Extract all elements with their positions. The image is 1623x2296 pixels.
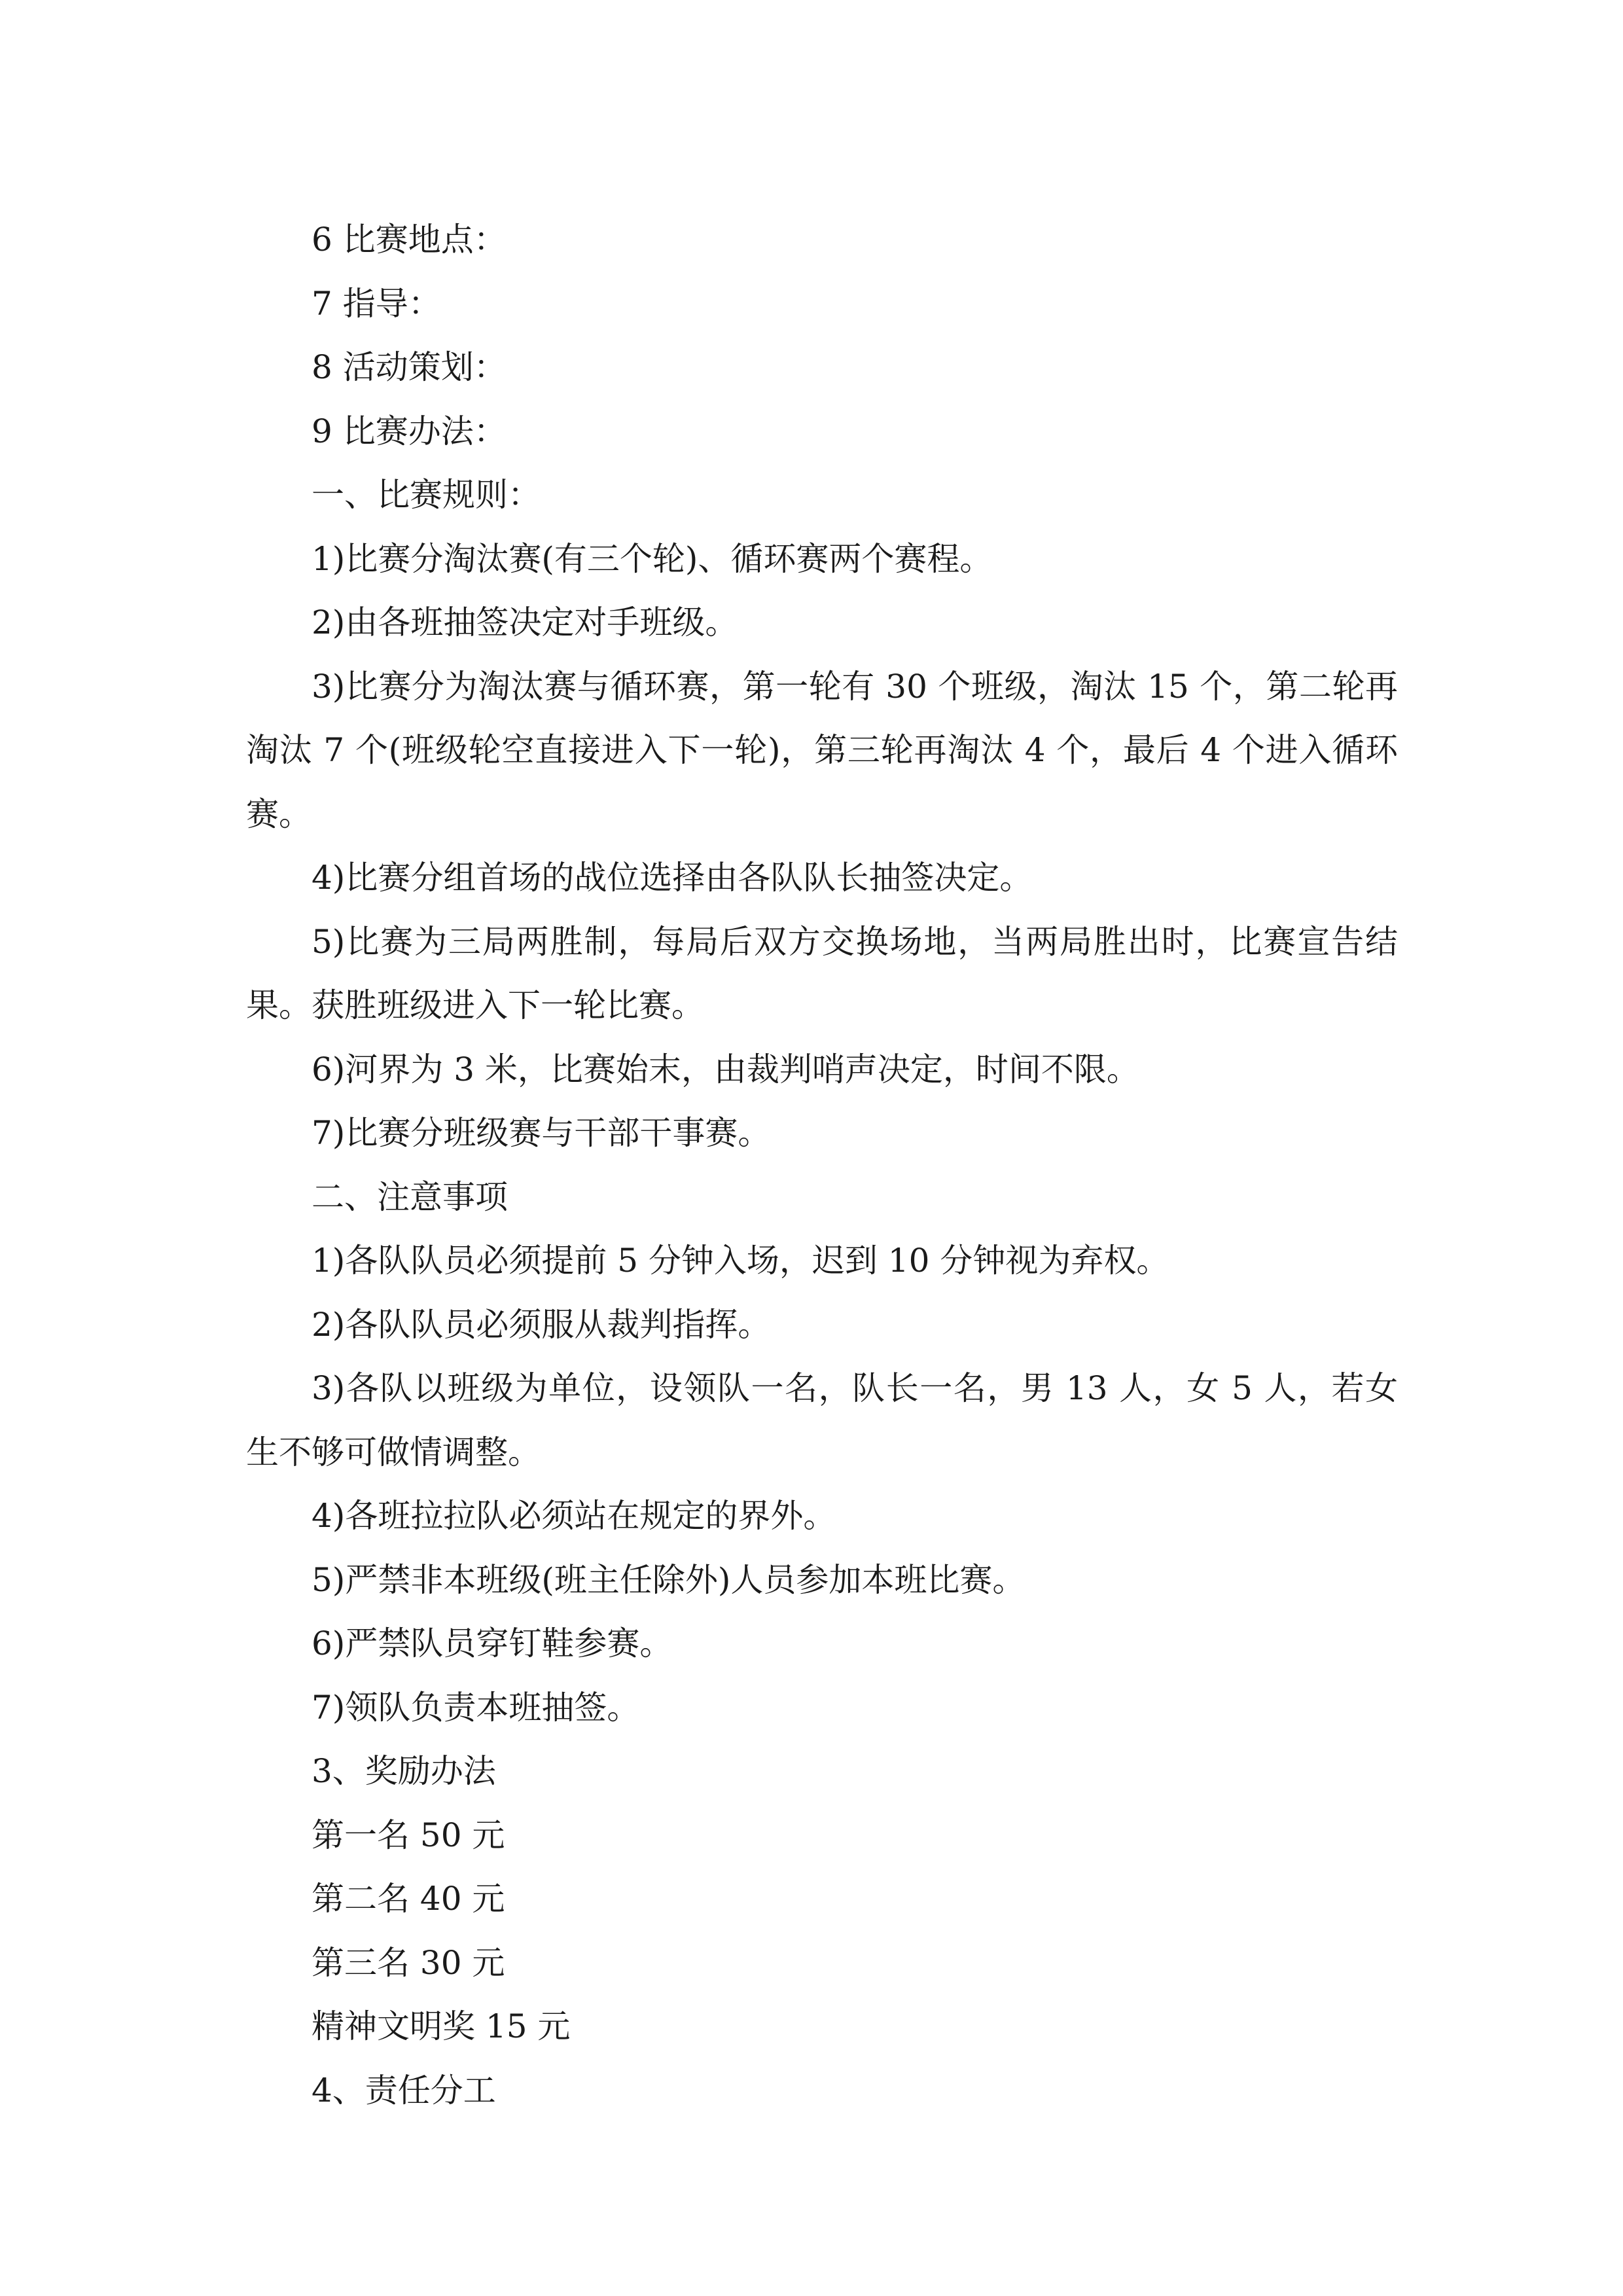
rule-item: 1)比赛分淘汰赛(有三个轮)、循环赛两个赛程。 (312, 539, 993, 578)
section-heading-notes: 二、注意事项 (312, 1177, 508, 1216)
note-item: 2)各队队员必须服从裁判指挥。 (312, 1305, 771, 1344)
note-item: 5)严禁非本班级(班主任除外)人员参加本班比赛。 (312, 1560, 1026, 1599)
rule-item: 4)比赛分组首场的战位选择由各队队长抽签决定。 (312, 859, 1033, 897)
paragraph-venue: 6 比赛地点： (312, 221, 507, 259)
reward-item: 精神文明奖 15 元 (312, 2007, 571, 2045)
note-item: 4)各班拉拉队必须站在规定的界外。 (312, 1497, 836, 1535)
note-item: 7)领队负责本班抽签。 (312, 1688, 640, 1727)
document-body (246, 208, 1398, 2123)
reward-item: 第一名 50 元 (312, 1816, 505, 1854)
note-item: 6)严禁队员穿钉鞋参赛。 (312, 1624, 673, 1662)
paragraph-guidance: 7 指导： (312, 284, 441, 323)
note-item: 3)各队以班级为单位，设领队一名，队长一名，男 13 人，女 5 人，若女生不够可做情调整。 (246, 1369, 1398, 1471)
paragraph-method: 9 比赛办法： (312, 412, 507, 450)
section-heading-rewards: 3、奖励办法 (312, 1752, 496, 1790)
rule-item: 6)河界为 3 米，比赛始末，由裁判哨声决定，时间不限。 (312, 1050, 1139, 1088)
paragraph-planning: 8 活动策划： (312, 348, 507, 386)
note-item: 1)各队队员必须提前 5 分钟入场，迟到 10 分钟视为弃权。 (312, 1242, 1169, 1280)
section-heading-rules: 一、比赛规则： (312, 476, 541, 514)
rule-item: 5)比赛为三局两胜制，每局后双方交换场地，当两局胜出时，比赛宣告结果。获胜班级进入下一轮比赛。 (246, 922, 1398, 1024)
rule-item: 3)比赛分为淘汰赛与循环赛，第一轮有 30 个班级，淘汰 15 个，第二轮再淘汰 7 个(班级轮空直接进入下一轮)，第三轮再淘汰 4 个，最后 4 个进入循环赛。 (246, 667, 1398, 833)
reward-item: 第二名 40 元 (312, 1880, 505, 1918)
section-heading-responsibilities: 4、责任分工 (312, 2071, 496, 2109)
rule-item: 2)由各班抽签决定对手班级。 (312, 603, 738, 641)
rule-item: 7)比赛分班级赛与干部干事赛。 (312, 1114, 771, 1152)
reward-item: 第三名 30 元 (312, 1943, 505, 1982)
